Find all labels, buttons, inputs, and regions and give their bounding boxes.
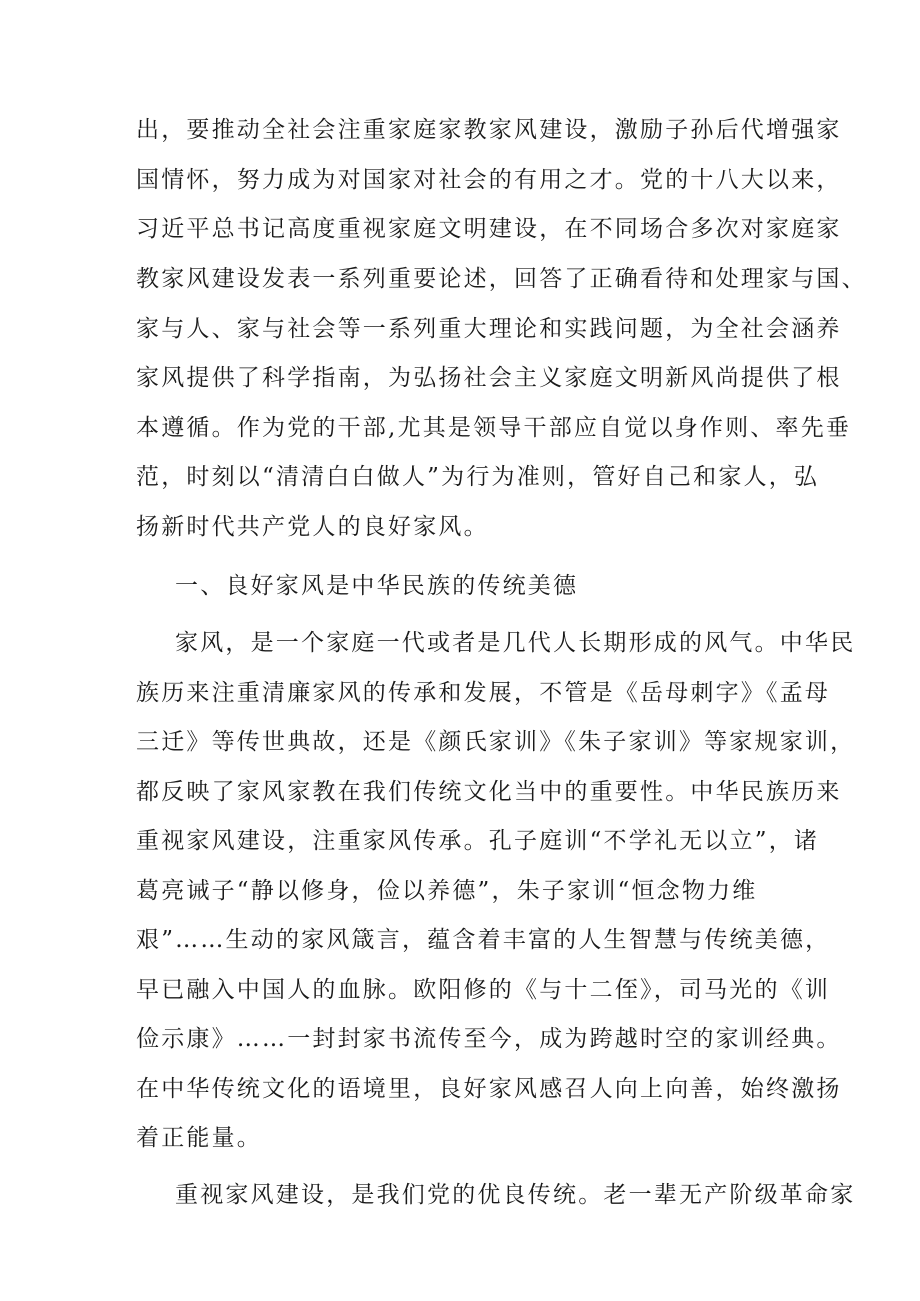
- paragraph-1-line: 扬新时代共产党人的良好家风。: [136, 514, 489, 540]
- paragraph-1-line: 出，要推动全社会注重家庭家教家风建设，激励子孙后代增强家: [136, 117, 842, 143]
- paragraph-2-line: 葛亮诫子“静以修身，俭以养德”，朱子家训“恒念物力维: [136, 878, 758, 904]
- paragraph-2-line: 都反映了家风家教在我们传统文化当中的重要性。中华民族历来: [136, 779, 842, 805]
- paragraph-2-line: 在中华传统文化的语境里，良好家风感召人向上向善，始终激扬: [136, 1076, 842, 1102]
- paragraph-2-line: 族历来注重清廉家风的传承和发展，不管是《岳母刺字》《孟母: [136, 680, 831, 706]
- paragraph-1-line: 家风提供了科学指南，为弘扬社会主义家庭文明新风尚提供了根: [136, 365, 842, 391]
- paragraph-1-line: 教家风建设发表一系列重要论述，回答了正确看待和处理家与国、: [136, 266, 867, 292]
- paragraph-2-line: 家风，是一个家庭一代或者是几代人长期形成的风气。中华民: [175, 630, 856, 656]
- paragraph-2-line: 重视家风建设，注重家风传承。孔子庭训“不学礼无以立”，诸: [136, 828, 820, 854]
- paragraph-1-line: 国情怀，努力成为对国家对社会的有用之才。党的十八大以来，: [136, 167, 842, 193]
- paragraph-1-line: 习近平总书记高度重视家庭文明建设，在不同场合多次对家庭家: [136, 216, 842, 242]
- paragraph-2-line: 着正能量。: [136, 1125, 262, 1151]
- paragraph-2-line: 艰”……生动的家风箴言，蕴含着丰富的人生智慧与传统美德，: [136, 927, 831, 953]
- paragraph-3-line: 重视家风建设，是我们党的优良传统。老一辈无产阶级革命家: [175, 1182, 856, 1208]
- paragraph-1-line: 家与人、家与社会等一系列重大理论和实践问题，为全社会涵养: [136, 316, 842, 342]
- paragraph-1-line: 本遵循。作为党的干部,尤其是领导干部应自觉以身作则、率先垂: [136, 415, 852, 441]
- section-heading: 一、良好家风是中华民族的传统美德: [175, 573, 579, 599]
- paragraph-2-line: 俭示康》……一封封家书流传至今，成为跨越时空的家训经典。: [136, 1026, 842, 1052]
- paragraph-2-line: 早已融入中国人的血脉。欧阳修的《与十二侄》，司马光的《训: [136, 977, 831, 1003]
- paragraph-1-line: 范，时刻以“清清白白做人”为行为准则，管好自己和家人，弘: [136, 464, 820, 490]
- paragraph-2-line: 三迁》等传世典故，还是《颜氏家训》《朱子家训》等家规家训，: [136, 729, 856, 755]
